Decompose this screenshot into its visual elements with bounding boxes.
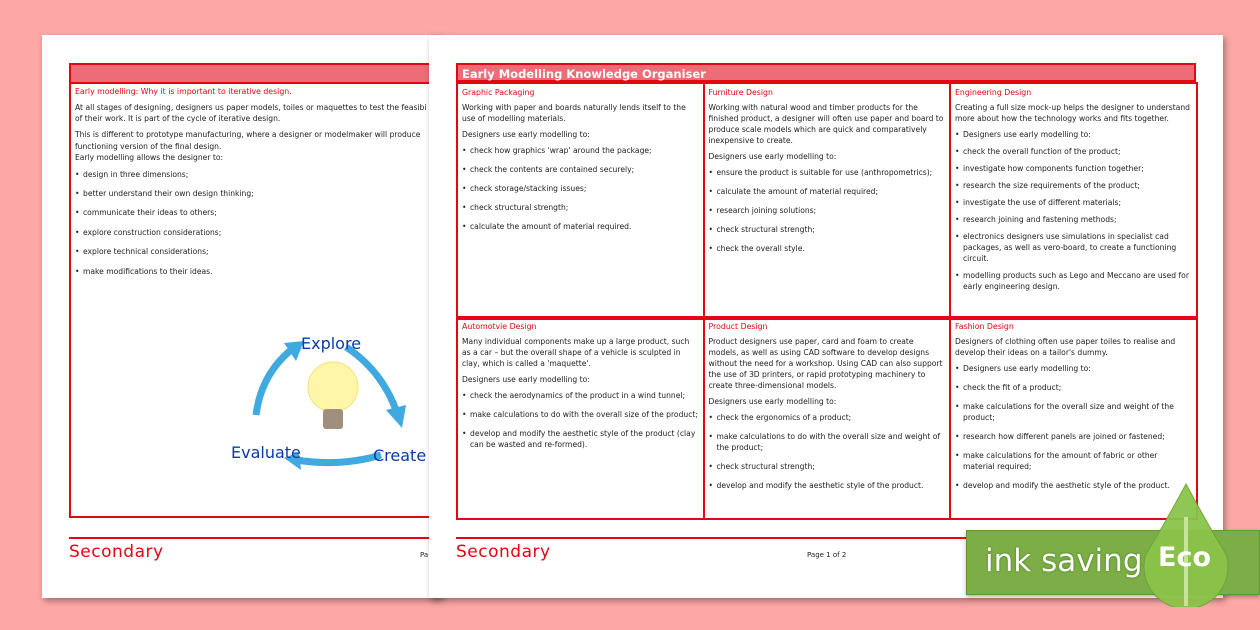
bullet-item: • check how graphics 'wrap' around the package; bbox=[462, 145, 699, 156]
paragraph: This is different to prototype manufacturing, where a designer or modelmaker will produce bbox=[75, 130, 421, 140]
paragraph: Creating a full size mock-up helps the designer to understand more about how the technology works and fits together. bbox=[955, 103, 1191, 124]
arrow-head bbox=[386, 405, 406, 428]
bullet-item: • design in three dimensions; bbox=[75, 169, 455, 180]
cell-title: Automotvie Design bbox=[462, 322, 537, 331]
bullet-item: • make calculations for the overall size and weight of the product; bbox=[955, 401, 1192, 423]
paragraph: Designers of clothing often use paper toiles to realise and develop their ideas on a tailor's dummy. bbox=[955, 337, 1176, 358]
bullet-item: • check storage/stacking issues; bbox=[462, 183, 699, 194]
bullet-list bbox=[462, 145, 699, 232]
paragraph: Designers use early modelling to: bbox=[708, 397, 837, 407]
bullet-item: • check structural strength; bbox=[462, 202, 699, 213]
bullet-item: • Designers use early modelling to: bbox=[955, 129, 1192, 140]
bullet-item: • check the contents are contained securely; bbox=[462, 164, 699, 175]
bullet-item: • develop and modify the aesthetic style of the product (clay can be wasted and re-formed). bbox=[462, 428, 699, 450]
front-page bbox=[429, 35, 1223, 598]
bullet-item: • explore technical considerations; bbox=[75, 246, 455, 257]
cell-furniture-design bbox=[703, 82, 952, 320]
cell-title: Product Design bbox=[708, 322, 768, 331]
bullet-item: • develop and modify the aesthetic style of the product. bbox=[709, 480, 946, 491]
cell-title: Furniture Design bbox=[708, 88, 773, 97]
bullet-item: • calculate the amount of material required. bbox=[462, 221, 699, 232]
bullet-item: • make modifications to their ideas. bbox=[75, 266, 455, 277]
bullet-item: • check structural strength; bbox=[709, 461, 946, 472]
bullet-item: • electronics designers use simulations in specialist cad packages, as well as vero-board, to create a functioning circuit. bbox=[955, 231, 1192, 264]
paragraph: Designers use early modelling to: bbox=[462, 375, 590, 385]
bullet-item: • check the overall function of the product; bbox=[955, 146, 1192, 157]
page-number: Pa bbox=[420, 551, 429, 559]
paragraph: Product designers use paper, card and foam to create models, as well as using CAD software to develop designs without the need for a workshop. Using CAD can also support the use of 3D printers, or rapid prototyping machinery to create three-dimensional models. bbox=[708, 337, 943, 391]
paragraph: of their work. It is part of the cycle of iterative design. bbox=[75, 114, 281, 124]
footer-brand: Secondary bbox=[69, 542, 164, 562]
paragraph: Working with natural wood and timber products for the finished product, a designer will often use paper and board to produce scale models which are quick and comparatively inexpensive to create. bbox=[708, 103, 944, 146]
cell-title: Graphic Packaging bbox=[462, 88, 535, 97]
bullet-item: • develop and modify the aesthetic style of the product. bbox=[955, 480, 1192, 491]
bullet-item: • better understand their own design thinking; bbox=[75, 188, 455, 199]
paragraph: Designers use early modelling to: bbox=[462, 130, 590, 140]
bullet-item: • communicate their ideas to others; bbox=[75, 207, 455, 218]
bullet-item: • research joining and fastening methods; bbox=[955, 214, 1192, 225]
cell-automotvie-design bbox=[456, 316, 705, 520]
paragraph: Working with paper and boards naturally lends itself to the use of modelling materials. bbox=[462, 103, 686, 124]
cycle-label-evaluate: Evaluate bbox=[231, 443, 301, 462]
bullet-item: • research how different panels are joined or fastened; bbox=[955, 431, 1192, 442]
bullet-item: • modelling products such as Lego and Meccano are used for early engineering design. bbox=[955, 270, 1192, 292]
page-number: Page 1 of 2 bbox=[807, 551, 847, 559]
cycle-label-create: Create bbox=[373, 446, 427, 465]
bullet-item: • explore construction considerations; bbox=[75, 227, 455, 238]
back-text bbox=[75, 86, 455, 285]
footer-brand: Secondary bbox=[456, 542, 551, 562]
cell-engineering-design bbox=[949, 82, 1198, 320]
bullet-list bbox=[955, 129, 1192, 292]
lightbulb-icon bbox=[308, 362, 358, 429]
bullet-item: • check the ergonomics of a product; bbox=[709, 412, 946, 423]
paragraph: Early modelling allows the designer to: bbox=[75, 153, 224, 163]
bullet-item: • make calculations to do with the overall size of the product; bbox=[462, 409, 699, 420]
paragraph: Many individual components make up a large product, such as a car – but the overall shape of a vehicle is sculpted in clay, which is called a 'maquette'. bbox=[462, 337, 690, 369]
bullet-item: • research the size requirements of the product; bbox=[955, 180, 1192, 191]
ink-saving-label: ink saving bbox=[985, 543, 1143, 579]
bullet-item: • check the overall style. bbox=[709, 243, 946, 254]
footer-divider bbox=[69, 537, 442, 539]
cell-title: Engineering Design bbox=[955, 88, 1032, 97]
bullet-item: • research joining solutions; bbox=[709, 205, 946, 216]
bullet-item: • make calculations to do with the overall size and weight of the product; bbox=[709, 431, 946, 453]
cell-graphic-packaging bbox=[456, 82, 705, 320]
bullet-item: • investigate how components function together; bbox=[955, 163, 1192, 174]
eco-label: Eco bbox=[1158, 542, 1211, 573]
bullet-item: • check the aerodynamics of the product in a wind tunnel; bbox=[462, 390, 699, 401]
back-title: Early modelling: Why it is important to iterative design. bbox=[75, 87, 292, 96]
bullet-item: • Designers use early modelling to: bbox=[955, 363, 1192, 374]
cell-product-design bbox=[703, 316, 952, 520]
back-content-box bbox=[69, 63, 449, 518]
paragraph: Designers use early modelling to: bbox=[708, 152, 837, 162]
cycle-label-explore: Explore bbox=[301, 334, 362, 353]
bullet-item: • check the fit of a product; bbox=[955, 382, 1192, 393]
back-bullet-list bbox=[75, 169, 455, 277]
bullet-list bbox=[709, 412, 946, 491]
cell-title: Fashion Design bbox=[955, 322, 1014, 331]
back-page bbox=[42, 35, 442, 598]
bullet-list bbox=[709, 167, 946, 254]
back-header-bar bbox=[71, 65, 447, 84]
bullet-list bbox=[955, 363, 1192, 491]
bullet-item: • investigate the use of different materials; bbox=[955, 197, 1192, 208]
knowledge-organiser-table bbox=[456, 63, 1196, 518]
bullet-item: • make calculations for the amount of fabric or other material required; bbox=[955, 450, 1192, 472]
bullet-list bbox=[462, 390, 699, 450]
paragraph: functioning version of the final design. bbox=[75, 141, 222, 151]
bullet-item: • check structural strength; bbox=[709, 224, 946, 235]
bullet-item: • calculate the amount of material required; bbox=[709, 186, 946, 197]
paragraph: At all stages of designing, designers us paper models, toiles or maquettes to test the feasibi bbox=[75, 102, 427, 112]
organiser-title: Early Modelling Knowledge Organiser bbox=[456, 63, 1196, 82]
bullet-item: • ensure the product is suitable for use (anthropometrics); bbox=[709, 167, 946, 178]
